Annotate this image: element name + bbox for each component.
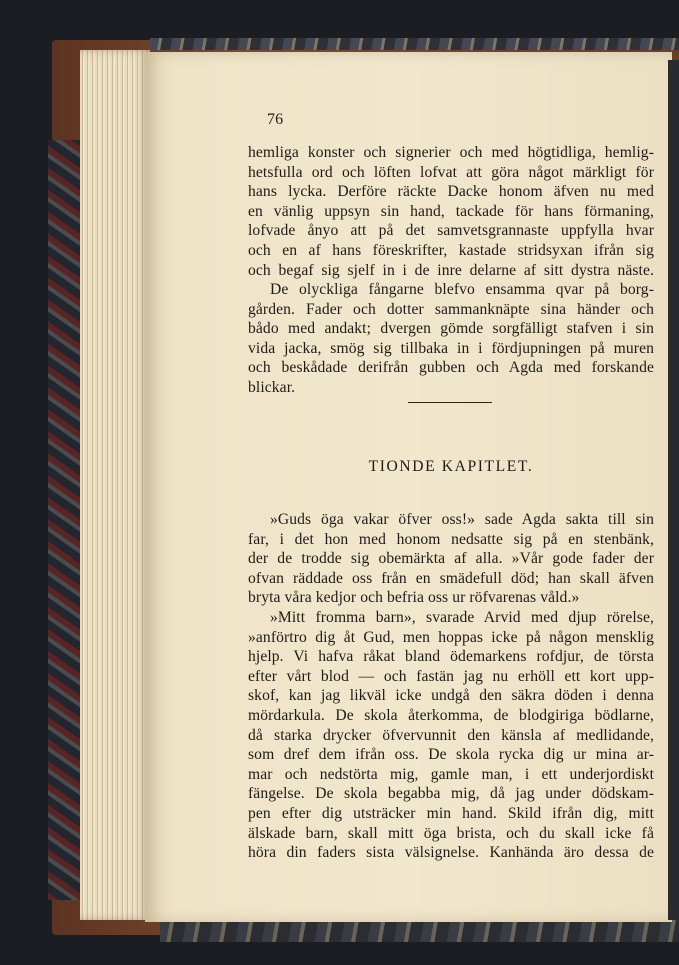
section-divider bbox=[408, 402, 492, 403]
page-number: 76 bbox=[267, 111, 284, 128]
text-line: De olyckliga fångarne blefvo ensamma qvar på borg- bbox=[270, 281, 654, 298]
marbled-bottom-edge bbox=[160, 920, 679, 942]
text-line: vida jacka, smög sig tillbaka in i fördjupningen på muren bbox=[248, 339, 654, 357]
text-line: »Guds öga vakar öfver oss!» sade Agda sakta till sin bbox=[270, 511, 654, 528]
paragraph-3 bbox=[248, 510, 654, 608]
page-stack bbox=[80, 50, 150, 920]
text-line: pen efter dig utsträcker min hand. Skild ifrån dig, mitt bbox=[248, 804, 654, 822]
text-line: bryta våra kedjor och befria oss ur röfvarenas våld.» bbox=[248, 589, 580, 607]
marbled-top-edge bbox=[150, 38, 679, 50]
text-line: »Mitt fromma barn», svarade Arvid med djup rörelse, bbox=[270, 609, 654, 626]
text-line: fängelse. De skola begabba mig, då jag under dödskam- bbox=[248, 785, 654, 803]
text-line: hetsfulla ord och löften lofvat att göra något märkligt för bbox=[248, 163, 654, 181]
marbled-edge bbox=[48, 140, 82, 900]
text-line: blickar. bbox=[248, 378, 296, 396]
paragraph-2 bbox=[248, 280, 654, 398]
text-line: som dref dem ifrån oss. De skola rycka dig ur mina ar- bbox=[248, 746, 654, 764]
text-line: älskade barn, skall mitt öga brista, och du skall icke få bbox=[248, 824, 654, 842]
text-line: hemliga konster och signerier och med högtidliga, hemlig- bbox=[248, 144, 654, 161]
chapter-heading: TIONDE KAPITLET. bbox=[368, 458, 534, 475]
text-line: far, i det hon med honom nedsatte sig på en stenbänk, bbox=[248, 530, 654, 548]
paragraph-1 bbox=[248, 143, 654, 280]
text-line: och beskådade derifrån gubben och Agda med forskande bbox=[248, 359, 654, 377]
text-line: skof, kan jag likväl icke undgå den säkra döden i denna bbox=[248, 687, 654, 705]
text-line: bådo med andakt; dvergen gömde sorgfälligt stafven i sin bbox=[248, 320, 654, 338]
text-line: och begaf sig sjelf in i de inre delarne af sitt dystra näste. bbox=[248, 261, 654, 279]
text-line: och en af hans föreskrifter, kastade stridsyxan ifrån sig bbox=[248, 241, 654, 259]
text-line: gården. Fader och dotter sammanknäpte sina händer och bbox=[248, 300, 654, 318]
background-edge bbox=[668, 60, 679, 920]
text-line: då starka drycker öfvervunnit den känsla af medlidande, bbox=[248, 726, 654, 744]
text-line: lofvade ånyo att på det samvetsgrannaste uppfylla hvar bbox=[248, 222, 654, 240]
text-line: hjelp. Vi hafva råkat bland ödemarkens rofdjur, de törsta bbox=[248, 648, 654, 666]
text-line: hans lycka. Derföre räckte Dacke honom äfven nu med bbox=[248, 183, 654, 201]
text-line: mördarkula. De skola återkomma, de blodgiriga bödlarne, bbox=[248, 706, 654, 724]
text-line: höra din faders sista välsignelse. Kanhända äro dessa de bbox=[248, 844, 654, 862]
text-line: efter vårt blod — och fastän jag nu erhöll ett kort upp- bbox=[248, 667, 654, 685]
text-line: »anförtro dig åt Gud, men hoppas icke på någon mensklig bbox=[248, 628, 654, 646]
text-line: en vänlig uppsyn sin hand, tackade för hans förmaning, bbox=[248, 202, 654, 220]
text-line: der de trodde sig obemärkta af alla. »Vår gode fader der bbox=[248, 550, 654, 568]
text-line: mar och nedstörta mig, gamle man, i ett underjordiskt bbox=[248, 765, 654, 783]
paragraph-4 bbox=[248, 608, 654, 863]
text-line: ofvan räddade oss från en smädefull död; han skall äfven bbox=[248, 569, 654, 587]
